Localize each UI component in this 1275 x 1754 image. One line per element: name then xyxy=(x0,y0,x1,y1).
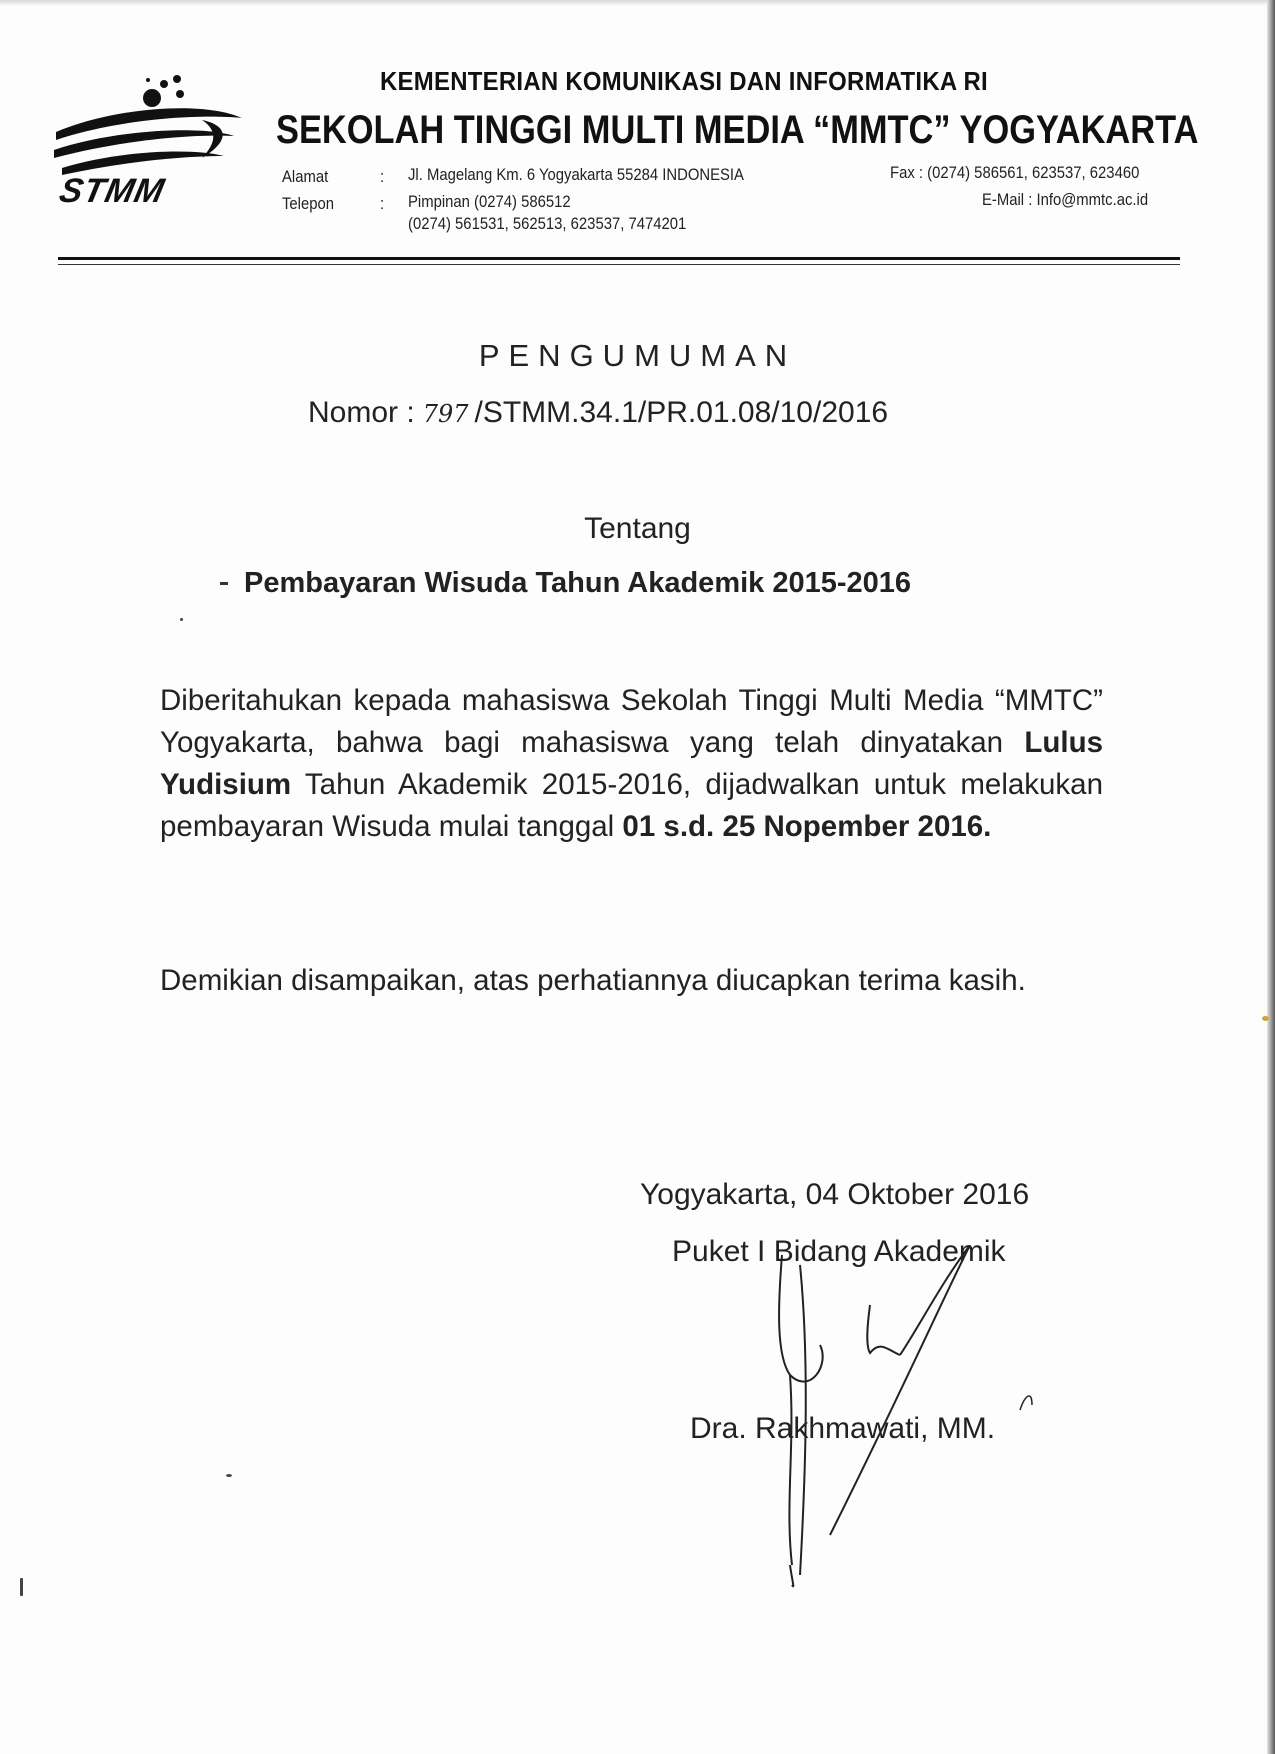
scan-speck xyxy=(180,618,183,621)
address-value: Jl. Magelang Km. 6 Yogyakarta 55284 INDONESIA xyxy=(408,166,744,184)
signatory-name: Dra. Rakhmawati, MM. xyxy=(690,1412,996,1445)
email-address: E-Mail : Info@mmtc.ac.id xyxy=(982,191,1149,209)
body-paragraph-2: Demikian disampaikan, atas perhatiannya diucapkan terima kasih. xyxy=(160,964,1026,997)
scan-speck xyxy=(20,1578,23,1596)
letterhead-rule-thin xyxy=(58,264,1180,265)
about-label: Tentang xyxy=(584,512,691,545)
scan-speck xyxy=(226,1474,232,1477)
number-suffix: /STMM.34.1/PR.01.08/10/2016 xyxy=(474,396,889,429)
paragraph-1-bold-status: Lulus Yudisium xyxy=(160,726,1103,801)
body-paragraph-1 xyxy=(160,680,1103,848)
announcement-heading: PENGUMUMAN xyxy=(478,338,797,373)
letterhead-rule-thick xyxy=(58,257,1180,260)
dash-mark xyxy=(220,582,228,585)
reference-number xyxy=(308,396,888,430)
phone-label: Telepon xyxy=(282,195,335,213)
paragraph-1-bold-dates: 01 s.d. 25 Nopember 2016. xyxy=(622,810,992,843)
phone-value-1: Pimpinan (0274) 586512 xyxy=(408,193,571,211)
number-handwritten: 797 xyxy=(422,400,469,428)
announcement-subject: Pembayaran Wisuda Tahun Akademik 2015-2016 xyxy=(244,567,912,599)
ministry-name: KEMENTERIAN KOMUNIKASI DAN INFORMATIKA RI xyxy=(380,66,988,96)
address-label: Alamat xyxy=(282,168,329,186)
school-name: SEKOLAH TINGGI MULTI MEDIA “MMTC” YOGYAKARTA xyxy=(276,108,1199,152)
address-colon: : xyxy=(380,168,385,186)
fax-number: Fax : (0274) 586561, 623537, 623460 xyxy=(890,164,1140,182)
number-prefix: Nomor : xyxy=(308,396,415,429)
paragraph-1-text-a: Diberitahukan kepada mahasiswa Sekolah Tinggi Multi Media “MMTC” Yogyakarta, bahwa bagi mahasiswa yang telah dinyatakan xyxy=(160,684,1103,759)
scan-edge-top xyxy=(0,0,1275,6)
signer-position: Puket I Bidang Akademik xyxy=(672,1235,1006,1268)
place-date: Yogyakarta, 04 Oktober 2016 xyxy=(640,1178,1030,1211)
phone-value-2: (0274) 561531, 562513, 623537, 7474201 xyxy=(408,215,687,233)
scan-edge-right xyxy=(1267,0,1275,1754)
phone-colon: : xyxy=(380,195,385,213)
paragraph-1-text-b: Tahun Akademik 2015-2016, dijadwalkan untuk melakukan pembayaran Wisuda mulai tanggal xyxy=(160,768,1103,843)
logo-text: STMM xyxy=(56,172,169,210)
scan-speck xyxy=(1262,1016,1269,1021)
